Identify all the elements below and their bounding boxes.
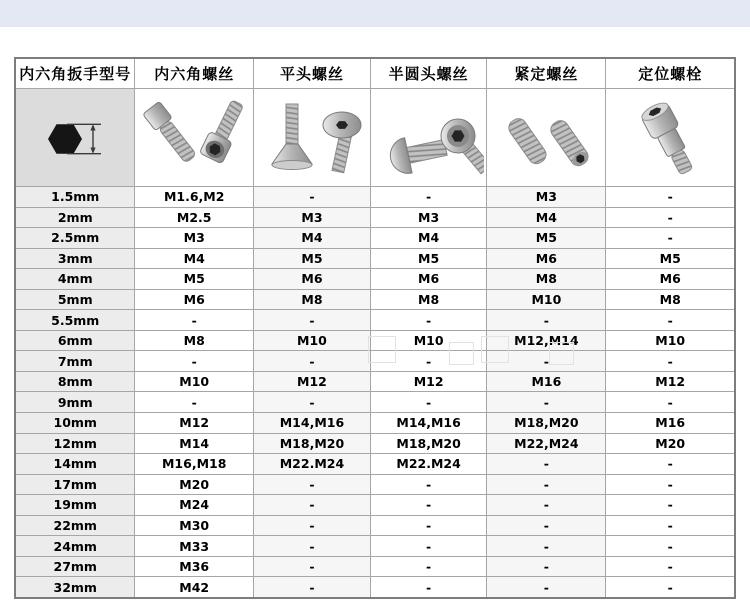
screw-size-cell: - bbox=[253, 475, 370, 495]
screw-size-cell: M4 bbox=[486, 208, 605, 228]
wrench-size-cell: 17mm bbox=[16, 475, 134, 495]
screw-size-cell: M10 bbox=[486, 290, 605, 310]
screw-size-cell: M24 bbox=[134, 495, 252, 515]
screw-size-cell: - bbox=[253, 536, 370, 556]
screw-size-cell: M14 bbox=[134, 434, 252, 454]
screw-size-cell: - bbox=[486, 495, 605, 515]
screw-size-cell: M14,M16 bbox=[370, 413, 486, 433]
screw-size-cell: - bbox=[605, 557, 734, 577]
wrench-size-cell: 2mm bbox=[16, 208, 134, 228]
screw-size-cell: M16 bbox=[486, 372, 605, 392]
table-row bbox=[16, 494, 734, 515]
screw-size-cell: M10 bbox=[253, 331, 370, 351]
screw-size-cell: - bbox=[605, 187, 734, 207]
wrench-size-cell: 14mm bbox=[16, 454, 134, 474]
screw-size-cell: M4 bbox=[134, 249, 252, 269]
screw-size-cell: M22.M24 bbox=[370, 454, 486, 474]
wrench-size-cell: 6mm bbox=[16, 331, 134, 351]
screw-size-cell: - bbox=[370, 536, 486, 556]
screw-size-cell: M5 bbox=[605, 249, 734, 269]
screw-size-cell: M20 bbox=[134, 475, 252, 495]
table-row bbox=[16, 576, 734, 597]
screw-size-cell: M3 bbox=[486, 187, 605, 207]
screw-size-cell: - bbox=[370, 475, 486, 495]
screw-size-cell: - bbox=[605, 516, 734, 536]
screw-size-cell: M12 bbox=[134, 413, 252, 433]
wrench-size-cell: 5.5mm bbox=[16, 310, 134, 330]
table-row bbox=[16, 453, 734, 474]
wrench-size-cell: 8mm bbox=[16, 372, 134, 392]
table-row bbox=[16, 309, 734, 330]
screw-size-cell: - bbox=[370, 557, 486, 577]
button-head-screw-photo bbox=[370, 89, 486, 186]
wrench-size-cell: 32mm bbox=[16, 577, 134, 597]
screw-size-cell: - bbox=[370, 187, 486, 207]
screw-size-cell: - bbox=[605, 392, 734, 412]
screw-size-cell: - bbox=[253, 351, 370, 371]
screw-size-cell: - bbox=[370, 516, 486, 536]
wrench-size-cell: 4mm bbox=[16, 269, 134, 289]
screw-size-cell: M12 bbox=[370, 372, 486, 392]
screw-size-cell: - bbox=[253, 557, 370, 577]
screw-size-cell: M10 bbox=[134, 372, 252, 392]
screw-size-cell: - bbox=[370, 310, 486, 330]
screw-size-cell: M8 bbox=[486, 269, 605, 289]
screw-size-cell: - bbox=[253, 516, 370, 536]
screw-size-cell: M8 bbox=[605, 290, 734, 310]
table-row bbox=[16, 433, 734, 454]
screw-size-cell: - bbox=[486, 557, 605, 577]
screw-size-cell: - bbox=[486, 454, 605, 474]
screw-size-cell: M10 bbox=[605, 331, 734, 351]
table-row bbox=[16, 207, 734, 228]
set-screw-photo bbox=[486, 89, 605, 186]
screw-size-cell: - bbox=[605, 495, 734, 515]
screw-size-cell: M6 bbox=[134, 290, 252, 310]
screw-size-cell: M6 bbox=[253, 269, 370, 289]
screw-size-cell: M3 bbox=[253, 208, 370, 228]
screw-size-cell: M18,M20 bbox=[370, 434, 486, 454]
screw-size-cell: M6 bbox=[486, 249, 605, 269]
screw-size-cell: M3 bbox=[134, 228, 252, 248]
wrench-size-cell: 3mm bbox=[16, 249, 134, 269]
screw-size-cell: M12 bbox=[605, 372, 734, 392]
screw-size-cell: M22.M24 bbox=[253, 454, 370, 474]
watermark-square bbox=[449, 342, 474, 365]
screw-size-cell: - bbox=[134, 392, 252, 412]
screw-size-cell: M18,M20 bbox=[486, 413, 605, 433]
screw-size-cell: M1.6,M2 bbox=[134, 187, 252, 207]
screw-size-cell: M8 bbox=[253, 290, 370, 310]
shoulder-bolt-photo bbox=[605, 89, 734, 186]
table-row bbox=[16, 268, 734, 289]
screw-size-cell: - bbox=[605, 454, 734, 474]
table-row bbox=[16, 248, 734, 269]
screw-size-cell: M14,M16 bbox=[253, 413, 370, 433]
screw-size-cell: M16 bbox=[605, 413, 734, 433]
screw-size-cell: - bbox=[134, 310, 252, 330]
table-row bbox=[16, 227, 734, 248]
screw-size-cell: - bbox=[253, 495, 370, 515]
column-header-shoulder-bolt: 定位螺栓 bbox=[605, 59, 734, 88]
screw-size-cell: - bbox=[253, 187, 370, 207]
screw-size-cell: M42 bbox=[134, 577, 252, 597]
screw-size-cell: M10 bbox=[370, 331, 486, 351]
screw-size-cell: M6 bbox=[605, 269, 734, 289]
socket-head-cap-screw-photo bbox=[134, 89, 252, 186]
screw-size-cell: M30 bbox=[134, 516, 252, 536]
screw-size-cell: - bbox=[605, 351, 734, 371]
screw-size-cell: M18,M20 bbox=[253, 434, 370, 454]
hex-wrench-screw-size-table bbox=[14, 57, 736, 599]
screw-size-cell: M5 bbox=[370, 249, 486, 269]
flat-head-screw-photo bbox=[253, 89, 370, 186]
screw-size-cell: - bbox=[486, 475, 605, 495]
column-header-wrench-size: 内六角扳手型号 bbox=[19, 65, 132, 83]
top-banner bbox=[0, 0, 750, 27]
screw-size-cell: - bbox=[605, 310, 734, 330]
watermark-square bbox=[549, 342, 574, 365]
table-row bbox=[16, 474, 734, 495]
screw-size-cell: M16,M18 bbox=[134, 454, 252, 474]
table-row bbox=[16, 412, 734, 433]
screw-size-cell: - bbox=[605, 536, 734, 556]
column-header-hex-socket-screw: 内六角螺丝 bbox=[134, 59, 252, 88]
screw-size-cell: M12 bbox=[253, 372, 370, 392]
screw-size-cell: - bbox=[370, 392, 486, 412]
wrench-size-cell: 19mm bbox=[16, 495, 134, 515]
column-header-set-screw: 紧定螺丝 bbox=[486, 59, 605, 88]
wrench-size-cell: 22mm bbox=[16, 516, 134, 536]
screw-size-cell: - bbox=[134, 351, 252, 371]
screw-size-cell: M33 bbox=[134, 536, 252, 556]
screw-size-cell: - bbox=[486, 351, 605, 371]
screw-size-cell: - bbox=[253, 392, 370, 412]
screw-size-cell: - bbox=[486, 392, 605, 412]
column-header-button-head-screw: 半圆头螺丝 bbox=[370, 59, 486, 88]
table-row bbox=[16, 515, 734, 536]
screw-size-cell: - bbox=[486, 577, 605, 597]
table-row bbox=[16, 391, 734, 412]
screw-size-cell: M12,M14 bbox=[486, 331, 605, 351]
screw-size-cell: - bbox=[370, 577, 486, 597]
spec-table-body bbox=[16, 186, 734, 597]
screw-size-cell: M8 bbox=[370, 290, 486, 310]
screw-size-cell: - bbox=[605, 228, 734, 248]
wrench-size-cell: 5mm bbox=[16, 290, 134, 310]
wrench-size-cell: 10mm bbox=[16, 413, 134, 433]
table-row bbox=[16, 371, 734, 392]
screw-size-cell: M5 bbox=[134, 269, 252, 289]
wrench-size-cell: 27mm bbox=[16, 557, 134, 577]
wrench-size-cell: 12mm bbox=[16, 434, 134, 454]
screw-size-cell: - bbox=[486, 516, 605, 536]
table-row bbox=[16, 556, 734, 577]
screw-size-cell: - bbox=[370, 351, 486, 371]
screw-size-cell: M4 bbox=[370, 228, 486, 248]
table-row bbox=[16, 535, 734, 556]
screw-size-cell: M5 bbox=[253, 249, 370, 269]
wrench-size-cell: 24mm bbox=[16, 536, 134, 556]
watermark-square bbox=[368, 336, 396, 363]
table-row bbox=[16, 289, 734, 310]
table-row bbox=[16, 186, 734, 207]
screw-size-cell: - bbox=[605, 577, 734, 597]
screw-size-cell: - bbox=[370, 495, 486, 515]
table-header-row bbox=[16, 59, 734, 88]
screw-size-cell: M22,M24 bbox=[486, 434, 605, 454]
wrench-size-cell: 9mm bbox=[16, 392, 134, 412]
screw-size-cell: M20 bbox=[605, 434, 734, 454]
screw-size-cell: M2.5 bbox=[134, 208, 252, 228]
wrench-size-cell: 2.5mm bbox=[16, 228, 134, 248]
screw-size-cell: - bbox=[605, 208, 734, 228]
screw-size-cell: M6 bbox=[370, 269, 486, 289]
screw-size-cell: M36 bbox=[134, 557, 252, 577]
table-image-row bbox=[16, 88, 734, 186]
screw-size-cell: - bbox=[486, 310, 605, 330]
screw-size-cell: M8 bbox=[134, 331, 252, 351]
column-header-flat-head-screw: 平头螺丝 bbox=[253, 59, 370, 88]
wrench-size-cell: 7mm bbox=[16, 351, 134, 371]
screw-size-cell: M5 bbox=[486, 228, 605, 248]
screw-size-cell: - bbox=[605, 475, 734, 495]
watermark-square bbox=[481, 336, 509, 363]
hex-wrench-size-diagram bbox=[16, 89, 134, 186]
screw-size-cell: M3 bbox=[370, 208, 486, 228]
screw-size-cell: M4 bbox=[253, 228, 370, 248]
screw-size-cell: - bbox=[253, 577, 370, 597]
screw-size-cell: - bbox=[253, 310, 370, 330]
screw-size-cell: - bbox=[486, 536, 605, 556]
wrench-size-cell: 1.5mm bbox=[16, 187, 134, 207]
